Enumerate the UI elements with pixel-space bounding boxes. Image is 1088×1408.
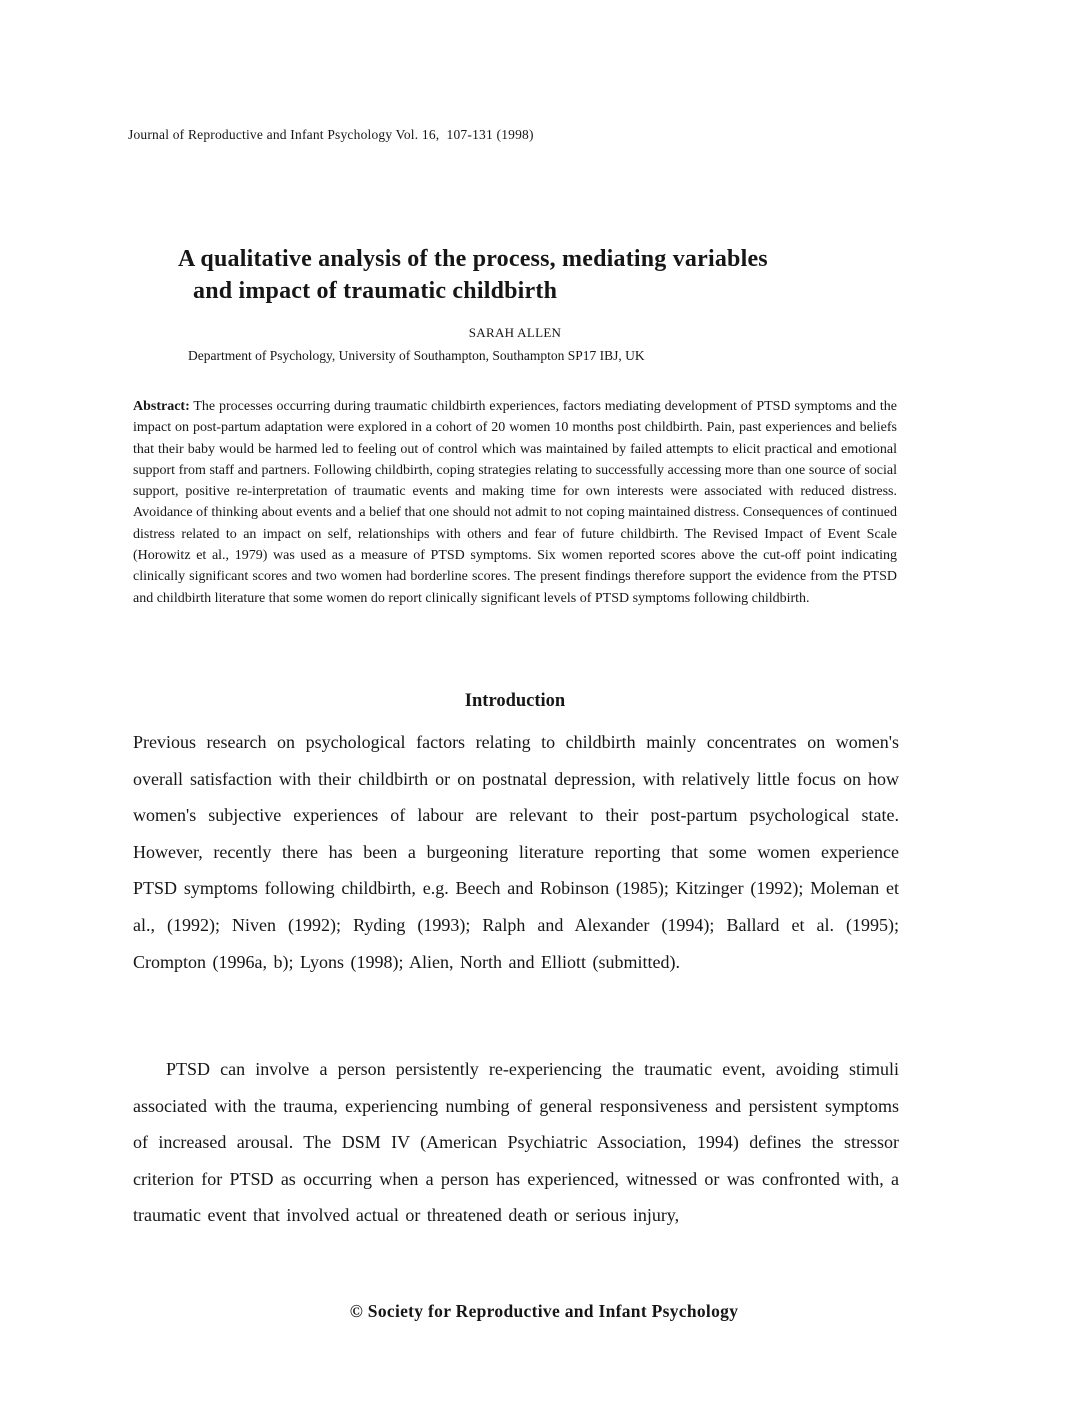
paper-title-line1: A qualitative analysis of the process, mediating variables	[178, 246, 768, 272]
abstract-text: The processes occurring during traumatic childbirth experiences, factors mediating development of PTSD symptoms and the impact on post-partum adaptation were explored in a cohort of 20 women 10 months post childbirth. Pain, past experiences and beliefs that their baby would be harmed led to feeling out of control which was maintained by failed attempts to elicit practical and emotional support from staff and partners. Following childbirth, coping strategies relating to successfully accessing more than one source of social support, positive re-interpretation of traumatic events and making time for own interests were associated with reduced distress. Avoidance of thinking about events and a belief that one should not admit to not coping maintained distress. Consequences of continued distress related to an impact on self, relationships with others and fear of future childbirth. The Revised Impact of Event Scale (Horowitz et al., 1979) was used as a measure of PTSD symptoms. Six women reported scores above the cut-off point indicating clinically significant scores and two women had borderline scores. The present findings therefore support the evidence from the PTSD and childbirth literature that some women do report clinically significant levels of PTSD symptoms following childbirth.	[133, 399, 898, 606]
author-name: SARAH ALLEN	[468, 325, 562, 340]
intro-paragraph-2: PTSD can involve a person persistently re-experiencing the traumatic event, avoiding stimuli associated with the trauma, experiencing numbing of general responsiveness and persistent symptoms of increased arousal. The DSM IV (American Psychiatric Association, 1994) defines the stressor criterion for PTSD as occurring when a person has experienced, witnessed or was confronted with, a traumatic event that involved actual or threatened death or serious injury,	[133, 1059, 899, 1226]
copyright-footer: © Society for Reproductive and Infant Psychology	[349, 1301, 739, 1321]
intro-paragraph-1: Previous research on psychological factors relating to childbirth mainly concentrates on women's overall satisfaction with their childbirth or on postnatal depression, with relatively little focus on how women's subjective experiences of labour are relevant to their post-partum psychological state. However, recently there has been a burgeoning literature reporting that some women experience PTSD symptoms following childbirth, e.g. Beech and Robinson (1985); Kitzinger (1992); Moleman et al., (1992); Niven (1992); Ryding (1993); Ralph and Alexander (1994); Ballard et al. (1995); Crompton (1996a, b); Lyons (1998); Alien, North and Elliott (submitted).	[133, 732, 899, 972]
paper-title-line2: and impact of traumatic childbirth	[193, 278, 558, 304]
journal-header: Journal of Reproductive and Infant Psychology Vol. 16, 107-131 (1998)	[128, 127, 534, 142]
section-heading-introduction: Introduction	[464, 691, 566, 711]
abstract-label: Abstract:	[133, 399, 190, 414]
author-affiliation: Department of Psychology, University of Southampton, Southampton SP17 IBJ, UK	[188, 348, 645, 363]
paper-title	[133, 243, 897, 307]
abstract-paragraph	[133, 396, 897, 609]
